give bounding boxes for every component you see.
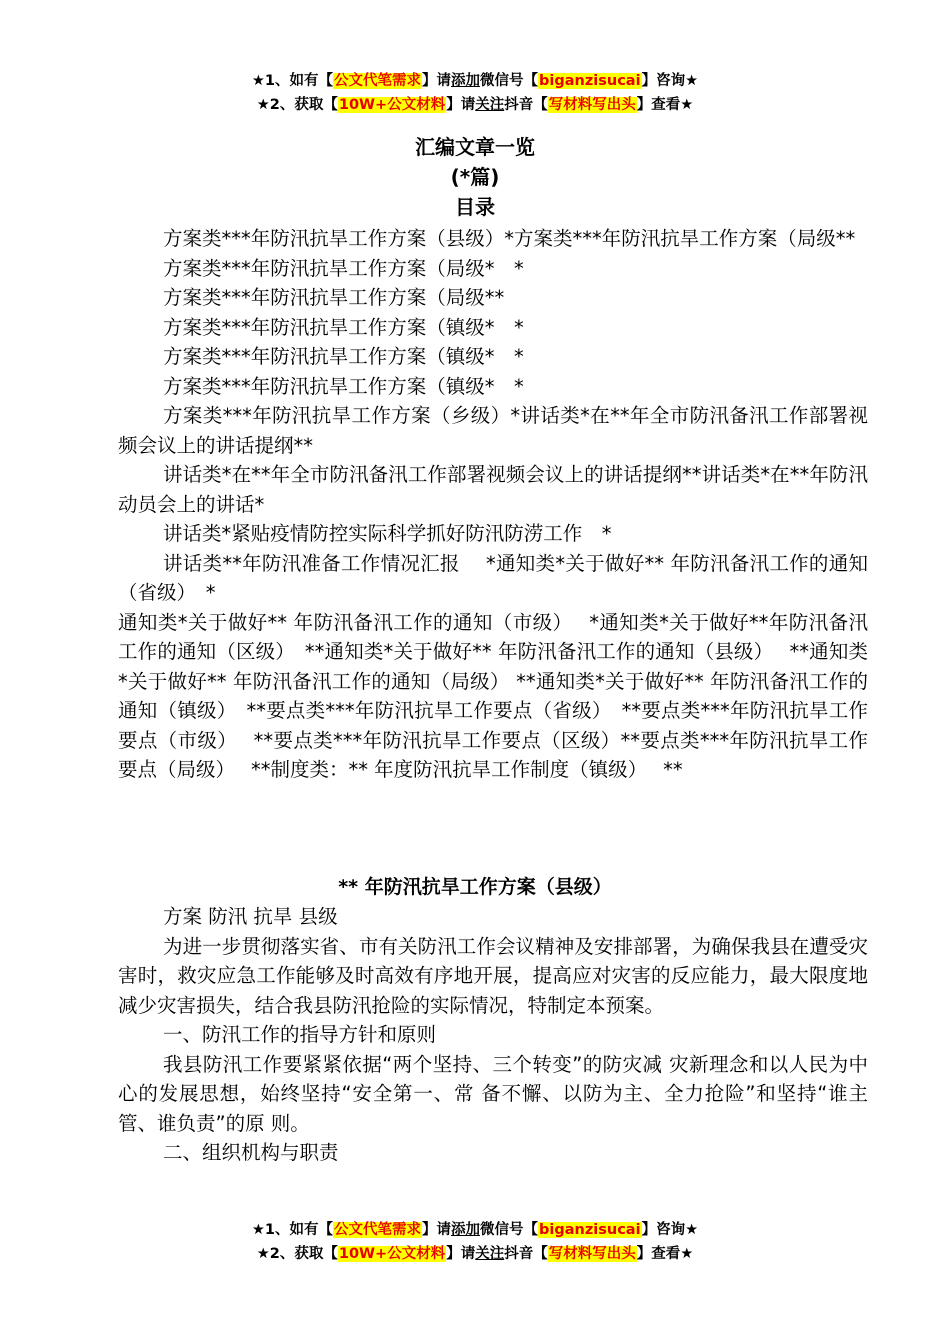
banner-text: ★1、如有【 (251, 73, 334, 89)
banner-text: ★1、如有【 (251, 1222, 334, 1238)
banner-line-2 (0, 1242, 950, 1266)
banner-text: 微信号【 (480, 1222, 539, 1238)
highlight-wechat-id: biganzisucai (539, 73, 641, 89)
toc-entry: 讲话类*紧贴疫情防控实际科学抓好防汛防涝工作 * (163, 522, 612, 545)
toc-list (118, 224, 868, 785)
banner-text: 微信号【 (480, 73, 539, 89)
subheading: 二、组织机构与职责 (163, 1141, 339, 1164)
banner-text: 】请 (446, 1246, 476, 1262)
toc-entry: 方案类***年防汛抗旱工作方案（局级** (163, 286, 505, 309)
banner-line-1 (0, 69, 950, 93)
highlight-wechat-id: biganzisucai (539, 1222, 641, 1238)
banner-underline: 关注 (475, 97, 505, 113)
highlight-douyin: 写材料写出头 (548, 1246, 636, 1262)
article-count: (*篇) (450, 165, 500, 189)
toc-entry: 讲话类*在**年全市防汛备汛工作部署视频会议上的讲话提纲**讲话类*在**年防汛动员会上的讲话* (118, 463, 868, 516)
highlight-materials: 10W+公文材料 (338, 1246, 446, 1262)
toc-entry: 通知类*关于做好** 年防汛备汛工作的通知（市级） *通知类*关于做好**年防汛备汛工作的通知（区级） **通知类*关于做好** 年防汛备汛工作的通知（县级） **通知类*关于做好** 年防汛备汛工作的通知（局级） **通知类*关于做好** 年防汛备汛工作的通知（镇级） **要点类***年防汛抗旱工作要点（省级） **要点类***年防汛抗旱工作要点（市级） **要点类***年防汛抗旱工作要点（区级）**要点类***年防汛抗旱工作要点（局级） **制度类：** 年度防汛抗旱工作制度（镇级） ** (118, 610, 868, 781)
toc-entry: 方案类***年防汛抗旱工作方案（镇级* * (163, 345, 524, 368)
toc-entry: 方案类***年防汛抗旱工作方案（镇级* * (163, 315, 524, 339)
banner-text: 抖音【 (504, 1246, 548, 1262)
banner-text: ★2、获取【 (256, 1246, 338, 1262)
toc-entry: 方案类***年防汛抗旱工作方案（镇级* * (163, 374, 524, 398)
toc-entry: 方案类***年防汛抗旱工作方案（县级）*方案类***年防汛抗旱工作方案（局级** (163, 227, 856, 250)
footer-banner (0, 1218, 950, 1266)
body-paragraph: 我县防汛工作要紧紧依据“两个坚持、三个转变”的防灾减 灾新理念和以人民为中心的发展思想，始终坚持“安全第一、常 备不懈、以防为主、全力抢险”和坚持“谁主管、谁负责”的原 则。 (118, 1052, 868, 1135)
toc-entry: 方案类***年防汛抗旱工作方案（乡级）*讲话类*在**年全市防汛备汛工作部署视频会议上的讲话提纲** (118, 404, 868, 457)
banner-line-1 (0, 1218, 950, 1242)
banner-underline: 添加 (451, 1222, 481, 1238)
banner-text: 】查看★ (636, 97, 694, 113)
document-title: 汇编文章一览 (415, 135, 535, 159)
banner-underline: 关注 (475, 1246, 505, 1262)
highlight-service: 公文代笔需求 (334, 1222, 422, 1238)
banner-text: 】查看★ (636, 1246, 694, 1262)
highlight-douyin: 写材料写出头 (548, 97, 636, 113)
body-paragraph: 为进一步贯彻落实省、市有关防汛工作会议精神及安排部署，为确保我县在遭受灾害时，救灾应急工作能够及时高效有序地开展，提高应对灾害的反应能力，最大限度地减少灾害损失，结合我县防汛抢险的实际情况，特制定本预案。 (118, 934, 868, 1017)
banner-text: 】请 (422, 1222, 452, 1238)
header-banner (0, 69, 950, 117)
toc-entry: 讲话类**年防汛准备工作情况汇报 *通知类*关于做好** 年防汛备汛工作的通知（省级） * (118, 551, 868, 604)
banner-text: 】请 (422, 73, 452, 89)
section-title: ** 年防汛抗旱工作方案（县级） (338, 876, 612, 898)
banner-text: 抖音【 (504, 97, 548, 113)
highlight-service: 公文代笔需求 (334, 73, 422, 89)
subheading: 一、防汛工作的指导方针和原则 (163, 1023, 437, 1046)
banner-text: ★2、获取【 (256, 97, 338, 113)
section-body (118, 902, 868, 1168)
highlight-materials: 10W+公文材料 (338, 97, 446, 113)
banner-text: 】咨询★ (641, 1222, 699, 1238)
banner-underline: 添加 (451, 73, 481, 89)
banner-line-2 (0, 93, 950, 117)
banner-text: 】请 (446, 97, 476, 113)
keywords-line: 方案 防汛 抗旱 县级 (163, 905, 338, 928)
toc-heading: 目录 (455, 195, 495, 219)
toc-entry: 方案类***年防汛抗旱工作方案（局级* * (163, 256, 524, 280)
banner-text: 】咨询★ (641, 73, 699, 89)
